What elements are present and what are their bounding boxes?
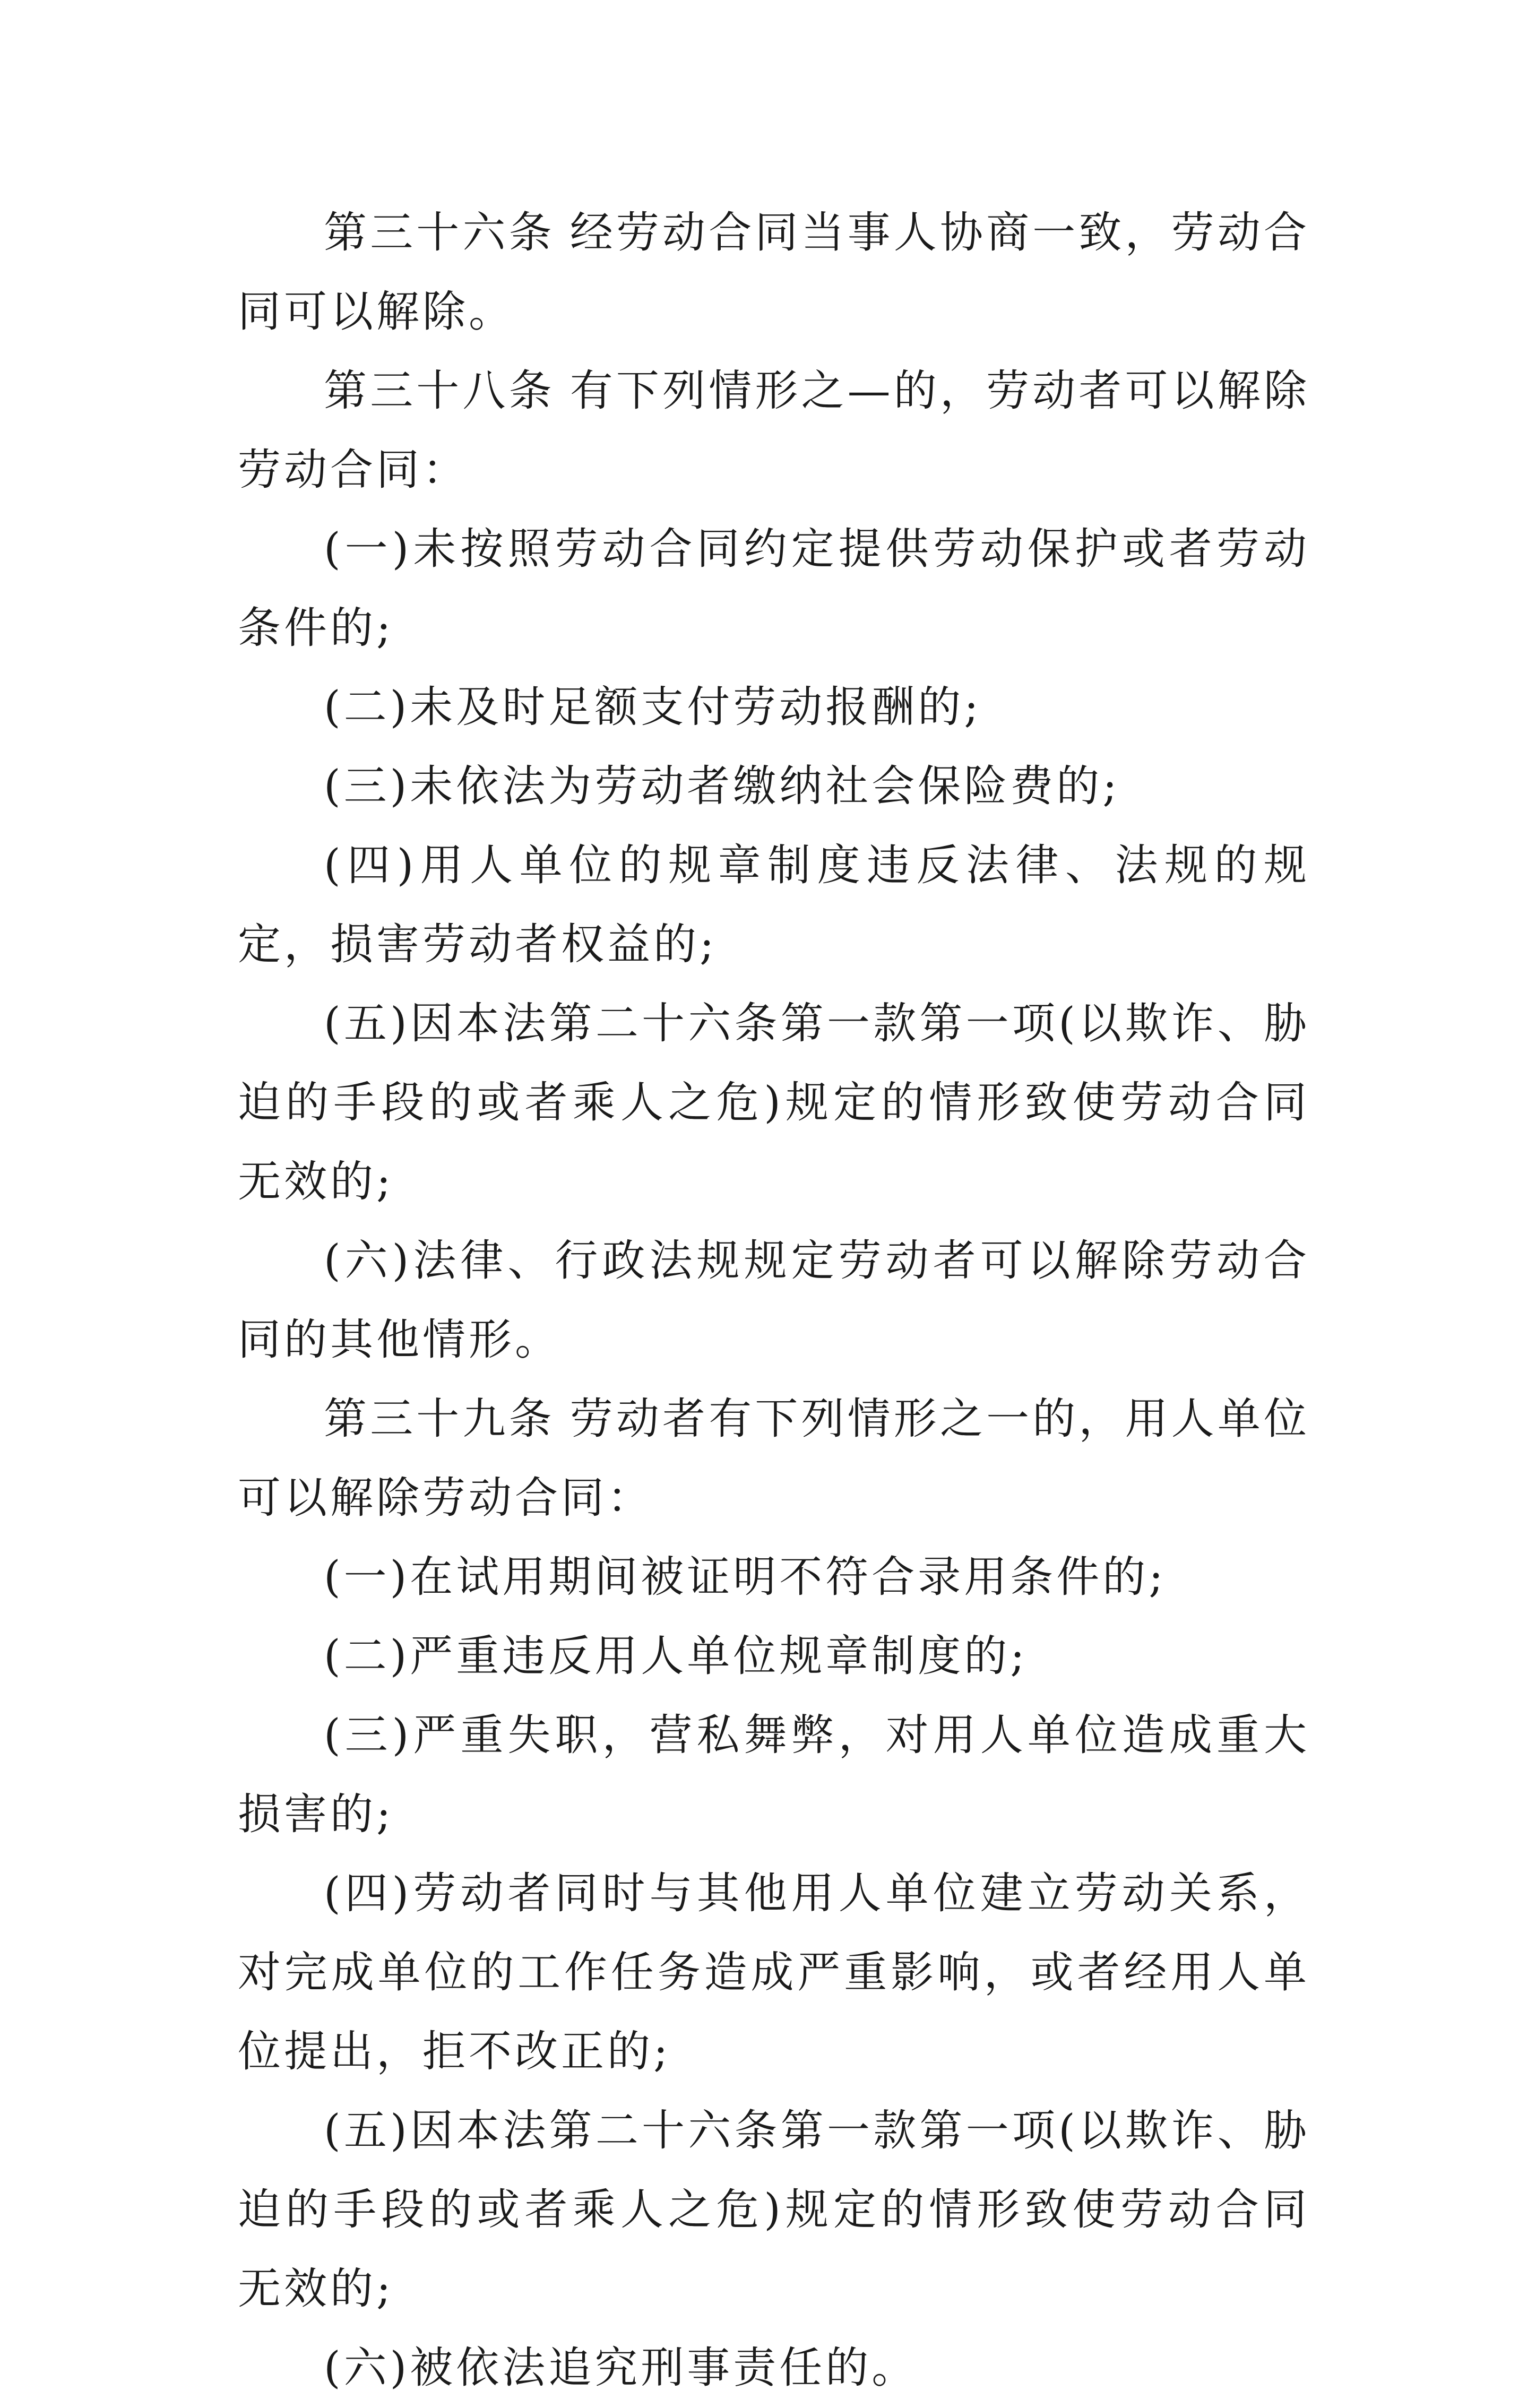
clause-paragraph <box>238 1538 1310 1617</box>
paragraph-text: (六)被依法追究刑事责任的。 <box>324 2343 918 2393</box>
article-paragraph <box>238 1380 1310 1538</box>
paragraph-text: (六)法律、行政法规规定劳动者可以解除劳动合同的其他情形。 <box>238 1236 1310 1365</box>
paragraph-text: (四)用人单位的规章制度违反法律、法规的规定，损害劳动者权益的; <box>238 841 1310 970</box>
paragraph-text: (四)劳动者同时与其他用人单位建立劳动关系，对完成单位的工作任务造成严重影响，或者经用人单位提出，拒不改正的; <box>238 1869 1310 2077</box>
paragraph-text: 有下列情形之—的，劳动者可以解除劳动合同： <box>238 366 1310 495</box>
paragraph-text: (三)严重失职，营私舞弊，对用人单位造成重大损害的; <box>238 1711 1310 1840</box>
paragraph-text: (五)因本法第二十六条第一款第一项(以欺诈、胁迫的手段的或者乘人之危)规定的情形致使劳动合同无效的; <box>238 999 1310 1207</box>
clause-paragraph <box>238 510 1310 668</box>
paragraph-text: (一)在试用期间被证明不符合录用条件的; <box>324 1552 1167 1602</box>
paragraph-text: (五)因本法第二十六条第一款第一项(以欺诈、胁迫的手段的或者乘人之危)规定的情形致使劳动合同无效的; <box>238 2106 1310 2314</box>
paragraph-text: (二)未及时足额支付劳动报酬的; <box>324 683 982 732</box>
clause-paragraph <box>238 2092 1310 2329</box>
paragraph-text: 经劳动合同当事人协商一致，劳动合同可以解除。 <box>238 208 1310 337</box>
clause-paragraph <box>238 985 1310 1222</box>
article-number: 第三十八条 <box>324 366 555 416</box>
clause-paragraph <box>238 2329 1310 2408</box>
clause-paragraph <box>238 747 1310 826</box>
article-paragraph <box>238 352 1310 510</box>
paragraph-text: 劳动者有下列情形之一的，用人单位可以解除劳动合同： <box>238 1394 1310 1523</box>
clause-paragraph <box>238 1854 1310 2092</box>
clause-paragraph <box>238 668 1310 747</box>
article-paragraph <box>238 194 1310 352</box>
paragraph-text: (二)严重违反用人单位规章制度的; <box>324 1632 1028 1681</box>
clause-paragraph <box>238 1696 1310 1854</box>
clause-paragraph <box>238 826 1310 985</box>
paragraph-text: (三)未依法为劳动者缴纳社会保险费的; <box>324 762 1120 812</box>
document-body <box>238 194 1310 2408</box>
clause-paragraph <box>238 1617 1310 1696</box>
clause-paragraph <box>238 1222 1310 1380</box>
paragraph-text: (一)未按照劳动合同约定提供劳动保护或者劳动条件的; <box>238 524 1310 653</box>
article-number: 第三十六条 <box>324 208 555 258</box>
article-number: 第三十九条 <box>324 1394 555 1444</box>
